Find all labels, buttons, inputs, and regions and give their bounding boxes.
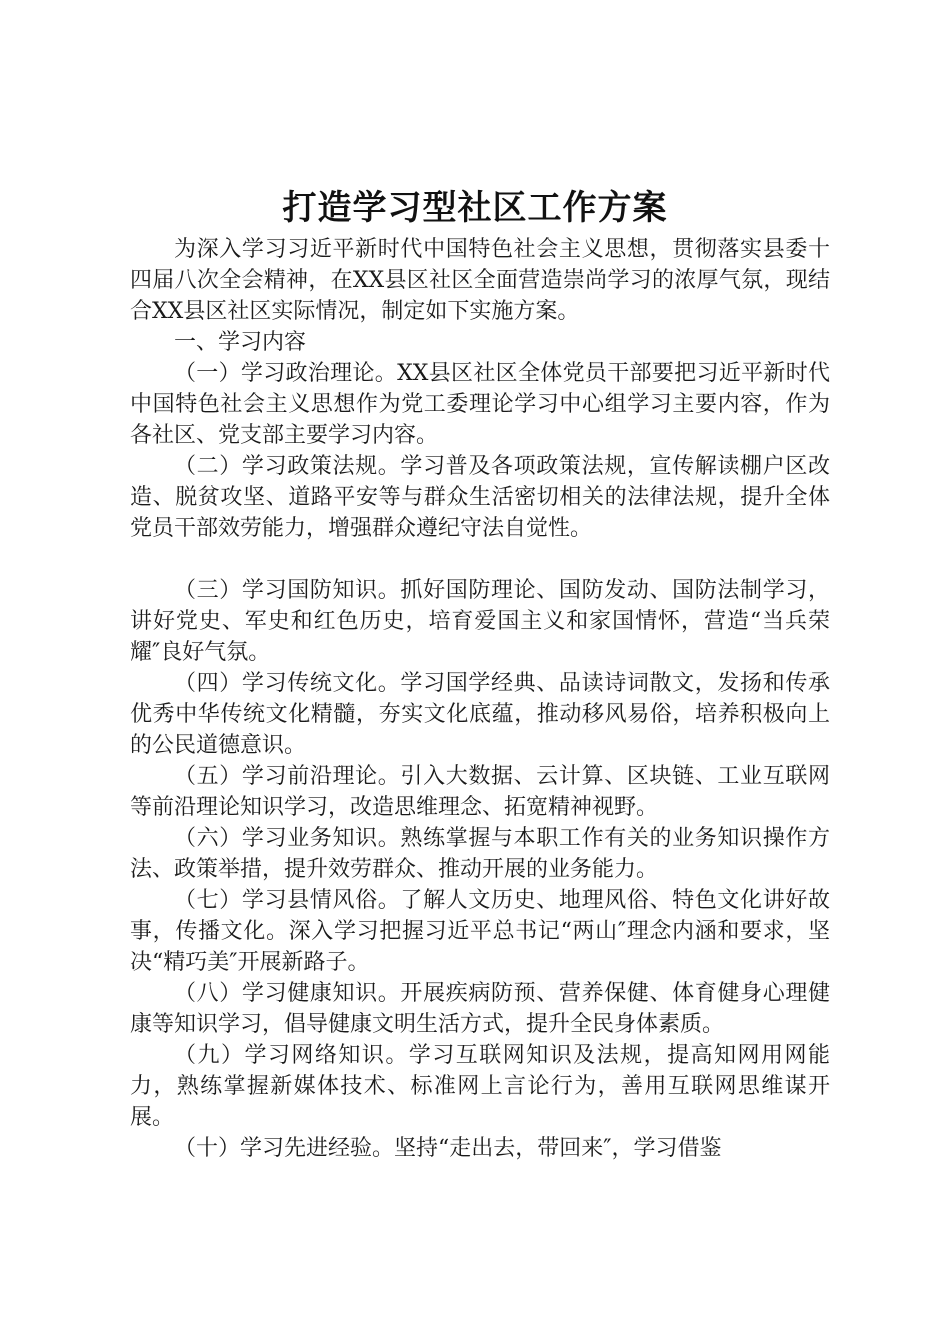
body-paragraph: （四）学习传统文化。学习国学经典、品读诗词散文，发扬和传承优秀中华传统文化精髓，夯实文化底蕴，推动移风易俗，培养积极向上的公民道德意识。 — [130, 671, 830, 758]
body-paragraph: （三）学习国防知识。抓好国防理论、国防发动、国防法制学习，讲好党史、军史和红色历史，培育爱国主义和家国情怀，营造“当兵荣耀″良好气氛。 — [130, 578, 830, 665]
body-paragraph: （十）学习先进经验。坚持“走出去，带回来″，学习借鉴 — [174, 1136, 722, 1161]
intro-paragraph: 为深入学习习近平新时代中国特色社会主义思想，贯彻落实县委十四届八次全会精神，在XX县区社区全面营造崇尚学习的浓厚气氛，现结合XX县区社区实际情况，制定如下实施方案。 — [130, 237, 830, 324]
body-paragraph: （九）学习网络知识。学习互联网知识及法规，提高知网用网能力，熟练掌握新媒体技术、标准网上言论行为，善用互联网思维谋开展。 — [130, 1043, 830, 1130]
body-paragraph: （五）学习前沿理论。引入大数据、云计算、区块链、工业互联网等前沿理论知识学习，改造思维理念、拓宽精神视野。 — [130, 764, 830, 820]
document-body — [130, 234, 830, 1164]
body-paragraph: （一）学习政治理论。XX县区社区全体党员干部要把习近平新时代中国特色社会主义思想作为党工委理论学习中心组学习主要内容，作为各社区、党支部主要学习内容。 — [130, 361, 830, 448]
body-paragraph: （八）学习健康知识。开展疾病防预、营养保健、体育健身心理健康等知识学习，倡导健康文明生活方式，提升全民身体素质。 — [130, 981, 830, 1037]
section-heading: 一、学习内容 — [174, 330, 307, 355]
body-paragraph: （六）学习业务知识。熟练掌握与本职工作有关的业务知识操作方法、政策举措，提升效劳群众、推动开展的业务能力。 — [130, 826, 830, 882]
body-paragraph: （七）学习县情风俗。了解人文历史、地理风俗、特色文化讲好故事，传播文化。深入学习把握习近平总书记“两山″理念内涵和要求，坚决“精巧美″开展新路子。 — [130, 888, 830, 975]
document-title: 打造学习型社区工作方案 — [282, 188, 668, 228]
body-paragraph: （二）学习政策法规。学习普及各项政策法规，宣传解读棚户区改造、脱贫攻坚、道路平安等与群众生活密切相关的法律法规，提升全体党员干部效劳能力，增强群众遵纪守法自觉性。 — [130, 454, 830, 541]
